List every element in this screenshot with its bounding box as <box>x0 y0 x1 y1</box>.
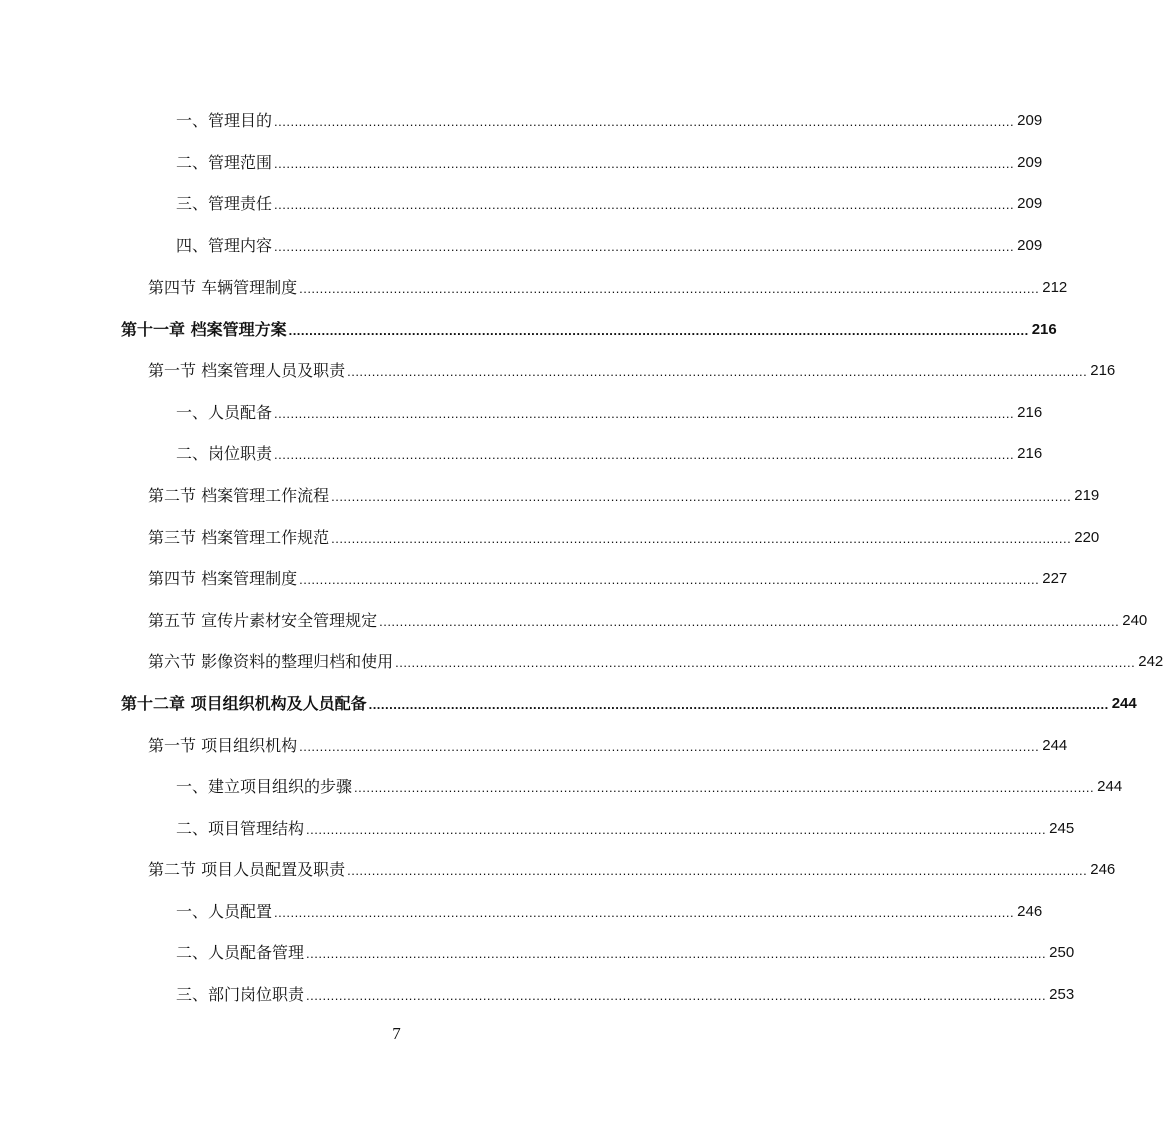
toc-entry <box>121 310 1057 340</box>
toc-entry-label: 第三节 档案管理工作规范 <box>148 528 330 547</box>
toc-leader-dots: .................................................................................................................................................................................... <box>299 281 1040 296</box>
toc-leader-dots: .................................................................................................................................................................................... <box>347 364 1088 379</box>
toc-entry <box>176 767 1123 797</box>
toc-leader-dots: .................................................................................................................................................................................... <box>274 447 1015 462</box>
toc-leader-dots: .................................................................................................................................................................................... <box>306 988 1047 1003</box>
toc-entry <box>148 726 1068 756</box>
toc-entry-page: 219 <box>1074 487 1100 504</box>
toc-entry-label: 二、人员配备管理 <box>176 943 305 962</box>
toc-entry <box>148 476 1100 506</box>
toc-entry-page: 216 <box>1090 362 1116 379</box>
toc-leader-dots: .................................................................................................................................................................................... <box>306 822 1047 837</box>
toc-leader-dots: .................................................................................................................................................................................... <box>274 197 1015 212</box>
toc-entry-page: 245 <box>1049 820 1075 837</box>
toc-entry-page: 216 <box>1031 321 1057 338</box>
toc-entry-label: 二、岗位职责 <box>176 444 273 463</box>
toc-leader-dots: .................................................................................................................................................................................... <box>395 655 1136 670</box>
toc-entry-label: 三、部门岗位职责 <box>176 985 305 1004</box>
toc-entry-label: 第二节 项目人员配置及职责 <box>148 860 346 879</box>
toc-leader-dots: .................................................................................................................................................................................... <box>379 614 1120 629</box>
toc-entry-page: 242 <box>1138 653 1163 670</box>
toc-entry-page: 227 <box>1042 570 1068 587</box>
toc-entry <box>176 226 1043 256</box>
toc-leader-dots: .................................................................................................................................................................................... <box>299 572 1040 587</box>
toc-entry-page: 212 <box>1042 279 1068 296</box>
toc-entry-page: 246 <box>1017 903 1043 920</box>
toc-leader-dots: .................................................................................................................................................................................... <box>288 323 1029 338</box>
toc-entry <box>148 850 1116 880</box>
toc-entry <box>176 933 1075 963</box>
toc-entry-page: 209 <box>1017 112 1043 129</box>
toc-entry-label: 四、管理内容 <box>176 236 273 255</box>
toc-leader-dots: .................................................................................................................................................................................... <box>274 156 1015 171</box>
toc-entry <box>176 809 1075 839</box>
toc-entry-label: 第十二章 项目组织机构及人员配备 <box>121 694 367 713</box>
toc-leader-dots: .................................................................................................................................................................................... <box>274 905 1015 920</box>
toc-entry-label: 二、管理范围 <box>176 153 273 172</box>
toc-leader-dots: .................................................................................................................................................................................... <box>274 239 1015 254</box>
toc-entry <box>148 518 1100 548</box>
toc-entry <box>121 684 1137 714</box>
toc-leader-dots: .................................................................................................................................................................................... <box>274 406 1015 421</box>
toc-entry <box>176 184 1043 214</box>
toc-entry-page: 240 <box>1122 612 1148 629</box>
toc-entry-page: 209 <box>1017 154 1043 171</box>
toc-entry <box>176 892 1043 922</box>
toc-entry <box>148 601 1148 631</box>
toc-entry <box>176 101 1043 131</box>
toc-entry-label: 一、人员配备 <box>176 403 273 422</box>
toc-entry-label: 第一节 档案管理人员及职责 <box>148 361 346 380</box>
toc-entry-page: 209 <box>1017 237 1043 254</box>
toc-leader-dots: .................................................................................................................................................................................... <box>331 531 1072 546</box>
toc-leader-dots: .................................................................................................................................................................................... <box>299 739 1040 754</box>
toc-entry <box>176 143 1043 173</box>
toc-entry-page: 216 <box>1017 404 1043 421</box>
toc-entry-label: 一、人员配置 <box>176 902 273 921</box>
toc-leader-dots: .................................................................................................................................................................................... <box>274 114 1015 129</box>
toc-entry-label: 一、管理目的 <box>176 111 273 130</box>
toc-entry-label: 二、项目管理结构 <box>176 819 305 838</box>
toc-entry-page: 244 <box>1097 778 1123 795</box>
toc-entry-label: 第二节 档案管理工作流程 <box>148 486 330 505</box>
toc-entry-page: 244 <box>1111 695 1137 712</box>
toc-entry-label: 第一节 项目组织机构 <box>148 736 298 755</box>
toc-leader-dots: .................................................................................................................................................................................... <box>306 946 1047 961</box>
toc-entry-label: 第五节 宣传片素材安全管理规定 <box>148 611 378 630</box>
toc-leader-dots: .................................................................................................................................................................................... <box>347 863 1088 878</box>
toc-entry-label: 第六节 影像资料的整理归档和使用 <box>148 652 394 671</box>
toc-entry-page: 209 <box>1017 195 1043 212</box>
toc-entry-page: 244 <box>1042 737 1068 754</box>
toc-entry <box>148 559 1068 589</box>
toc-entry-label: 三、管理责任 <box>176 194 273 213</box>
toc-entry-label: 一、建立项目组织的步骤 <box>176 777 353 796</box>
toc-entry-label: 第四节 档案管理制度 <box>148 569 298 588</box>
toc-entry-page: 253 <box>1049 986 1075 1003</box>
toc-entry-page: 250 <box>1049 944 1075 961</box>
toc-entry <box>176 975 1075 1005</box>
toc-leader-dots: .................................................................................................................................................................................... <box>331 489 1072 504</box>
toc-entry <box>148 351 1116 381</box>
toc-entry-page: 220 <box>1074 529 1100 546</box>
toc-leader-dots: .................................................................................................................................................................................... <box>354 780 1095 795</box>
toc-entry-page: 216 <box>1017 445 1043 462</box>
toc-entry <box>176 434 1043 464</box>
page-number: 7 <box>392 1024 401 1043</box>
toc-entry-label: 第十一章 档案管理方案 <box>121 320 287 339</box>
toc-entry <box>148 642 1163 672</box>
toc-entry <box>176 393 1043 423</box>
toc-leader-dots: .................................................................................................................................................................................... <box>368 697 1109 712</box>
toc-entry <box>148 268 1068 298</box>
toc-entry-label: 第四节 车辆管理制度 <box>148 278 298 297</box>
toc-entry-page: 246 <box>1090 861 1116 878</box>
